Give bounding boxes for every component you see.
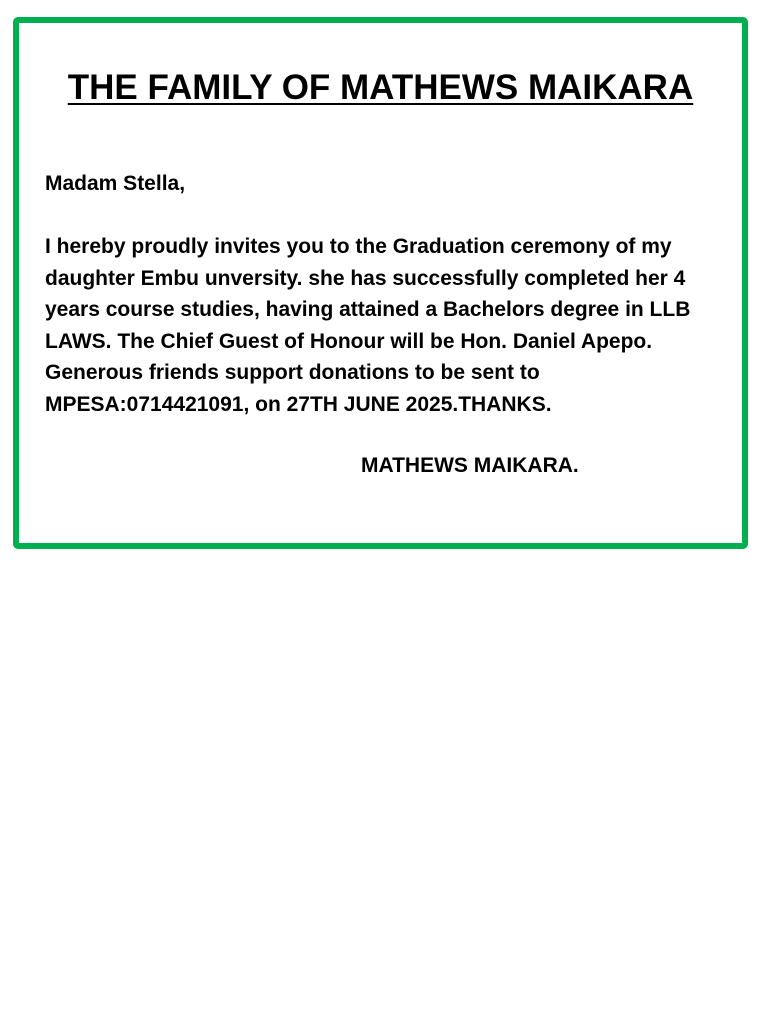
signature: MATHEWS MAIKARA. xyxy=(361,454,579,477)
invitation-title: THE FAMILY OF MATHEWS MAIKARA xyxy=(67,68,694,107)
salutation: Madam Stella, xyxy=(45,172,186,195)
invitation-frame xyxy=(13,17,748,549)
invitation-body: I hereby proudly invites you to the Graduation ceremony of my daughter Embu unversity. she has successfully completed her 4 years course studies, having attained a Bachelors degree in LLB LAWS. The Chief Guest of Honour will be Hon. Daniel Apepo. Generous friends support donations to be sent to MPESA:0714421091, on 27TH JUNE 2025.THANKS. xyxy=(45,235,691,416)
